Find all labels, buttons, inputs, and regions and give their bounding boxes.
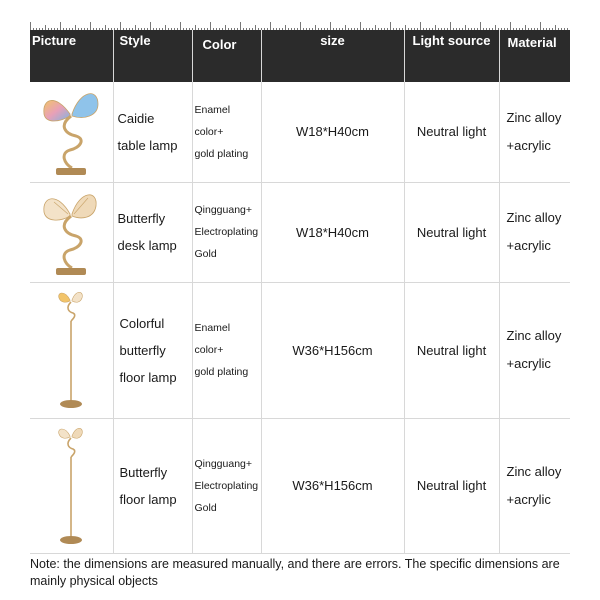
table-row (30, 182, 570, 282)
color-line: color+ (194, 125, 224, 138)
color-line: Gold (194, 248, 217, 260)
style-line: floor lamp (119, 369, 177, 385)
header-color: Color (192, 30, 261, 82)
style-cell (113, 182, 192, 282)
color-line: gold plating (194, 147, 249, 160)
size-cell: W18*H40cm (261, 182, 404, 282)
material-line: +acrylic (506, 137, 551, 153)
butterfly-desk-lamp-icon (36, 184, 106, 280)
material-line: +acrylic (506, 356, 551, 371)
table-row (30, 82, 570, 182)
table-row (30, 282, 570, 418)
header-picture: Picture (30, 30, 113, 82)
light-source-cell: Neutral light (404, 182, 499, 282)
product-spec-table (30, 30, 570, 554)
style-cell (113, 418, 192, 553)
picture-cell (30, 82, 113, 182)
color-line: Electroplating (194, 479, 259, 492)
picture-cell (30, 282, 113, 418)
light-source-cell: Neutral light (404, 82, 499, 182)
color-cell (192, 418, 261, 553)
picture-cell (30, 418, 113, 553)
butterfly-floor-lamp-icon (51, 424, 91, 548)
header-style: Style (113, 30, 192, 82)
style-line: Caidie (117, 110, 155, 126)
style-line: Butterfly (117, 211, 166, 226)
color-cell (192, 282, 261, 418)
style-cell (113, 82, 192, 182)
colorful-butterfly-table-lamp-icon (36, 84, 106, 180)
style-line: table lamp (117, 137, 178, 153)
size-cell: W36*H156cm (261, 282, 404, 418)
color-line: color+ (194, 344, 224, 356)
header-light-source: Light source (404, 30, 499, 82)
material-line: Zinc alloy (506, 463, 562, 479)
material-line: Zinc alloy (506, 109, 562, 125)
style-line: butterfly (119, 342, 166, 358)
header-row (30, 30, 570, 82)
light-source-cell: Neutral light (404, 282, 499, 418)
color-cell (192, 82, 261, 182)
color-line: Enamel (194, 103, 231, 116)
size-cell: W36*H156cm (261, 418, 404, 553)
material-cell (499, 282, 570, 418)
material-line: +acrylic (506, 238, 551, 253)
material-cell (499, 82, 570, 182)
style-line: floor lamp (119, 491, 177, 507)
material-cell (499, 418, 570, 553)
material-cell (499, 182, 570, 282)
color-line: Enamel (194, 322, 231, 334)
color-line: Qingguang+ (194, 457, 253, 470)
colorful-butterfly-floor-lamp-icon (51, 288, 91, 412)
material-line: +acrylic (506, 491, 551, 507)
header-size: size (261, 30, 404, 82)
style-line: Colorful (119, 315, 165, 331)
dimensions-note: Note: the dimensions are measured manually, and there are errors. The specific dimensions are mainly physical objects (30, 557, 560, 588)
size-cell: W18*H40cm (261, 82, 404, 182)
style-line: Butterfly (119, 464, 168, 480)
color-line: gold plating (194, 366, 249, 378)
light-source-cell: Neutral light (404, 418, 499, 553)
style-line: desk lamp (117, 238, 177, 253)
material-line: Zinc alloy (506, 328, 562, 343)
color-line: Gold (194, 501, 217, 514)
style-cell (113, 282, 192, 418)
material-line: Zinc alloy (506, 210, 562, 225)
color-line: Electroplating (194, 226, 259, 238)
table-row (30, 418, 570, 553)
header-material: Material (499, 30, 570, 82)
picture-cell (30, 182, 113, 282)
color-line: Qingguang+ (194, 204, 253, 216)
color-cell (192, 182, 261, 282)
